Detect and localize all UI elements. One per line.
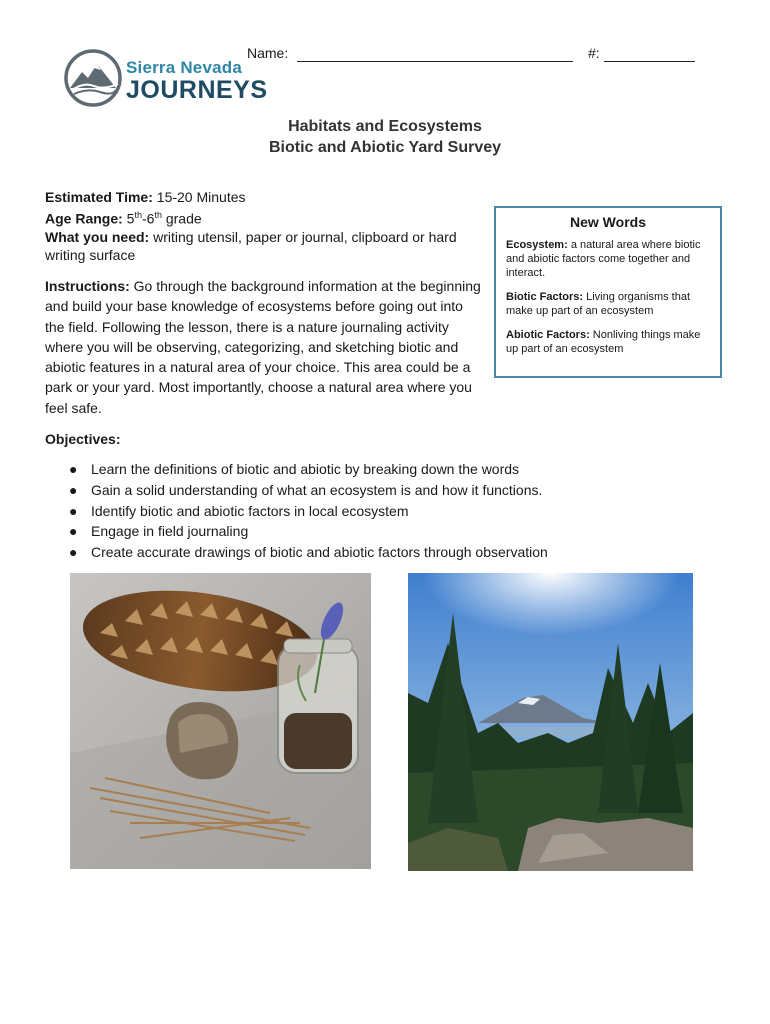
term-abiotic-factors: Abiotic Factors: Nonliving things make up part of an ecosystem <box>506 329 701 355</box>
term-biotic-factors: Biotic Factors: Living organisms that make up part of an ecosystem <box>506 291 691 317</box>
objectives-label: Objectives: <box>45 431 121 447</box>
bullet-icon: ● <box>69 502 78 519</box>
new-words-title: New Words <box>570 214 646 230</box>
objective-item: ● Engage in field journaling <box>45 521 645 542</box>
activity-info <box>45 188 475 264</box>
instructions-text: Go through the background information at the beginning and build your base knowledge of ecosystems before going out into the field. Following the lesson, there is a nature journaling activity where you will be observing, categorizing, and sketching biotic and abiotic features in a natural area of your choice. This area could be a park or your yard. Most importantly, choose a natural area where you feel safe. <box>45 278 481 416</box>
bullet-icon: ● <box>69 544 78 561</box>
instructions <box>45 276 485 418</box>
objective-item: ● Identify biotic and abiotic factors in local ecosystem <box>45 501 645 522</box>
forest-landscape-photo <box>408 573 693 871</box>
new-words-box <box>494 206 722 378</box>
logo-text-journeys: JOURNEYS <box>126 76 268 104</box>
mountain-logo-icon <box>64 44 124 112</box>
term-ecosystem: Ecosystem: a natural area where biotic and abiotic factors come together and interact. <box>506 239 701 279</box>
objectives-list <box>45 459 645 563</box>
bullet-icon: ● <box>69 461 78 477</box>
bullet-icon: ● <box>69 523 78 540</box>
objective-item: ● Gain a solid understanding of what an ecosystem is and how it functions. <box>45 480 645 501</box>
page-subtitle: Biotic and Abiotic Yard Survey <box>268 139 502 156</box>
page-title: Habitats and Ecosystems <box>288 118 482 135</box>
objective-item: ● Learn the definitions of biotic and abiotic by breaking down the words <box>45 459 645 480</box>
number-label: #: <box>588 45 600 61</box>
age-range: Age Range: 5th-6th grade <box>45 210 202 227</box>
abiotic-biotic-items-photo <box>70 573 371 869</box>
estimated-time: Estimated Time: 15-20 Minutes <box>45 189 246 205</box>
objective-item: ● Create accurate drawings of biotic and abiotic factors through observation <box>45 542 645 563</box>
instructions-label: Instructions: <box>45 278 130 294</box>
materials-needed: What you need: writing utensil, paper or journal, clipboard or hard writing surface <box>45 228 457 263</box>
logo-text-sierra-nevada: Sierra Nevada <box>126 58 243 77</box>
name-label: Name: <box>247 45 289 61</box>
number-field[interactable] <box>604 61 695 62</box>
bullet-icon: ● <box>69 481 78 498</box>
name-field[interactable] <box>297 61 573 62</box>
